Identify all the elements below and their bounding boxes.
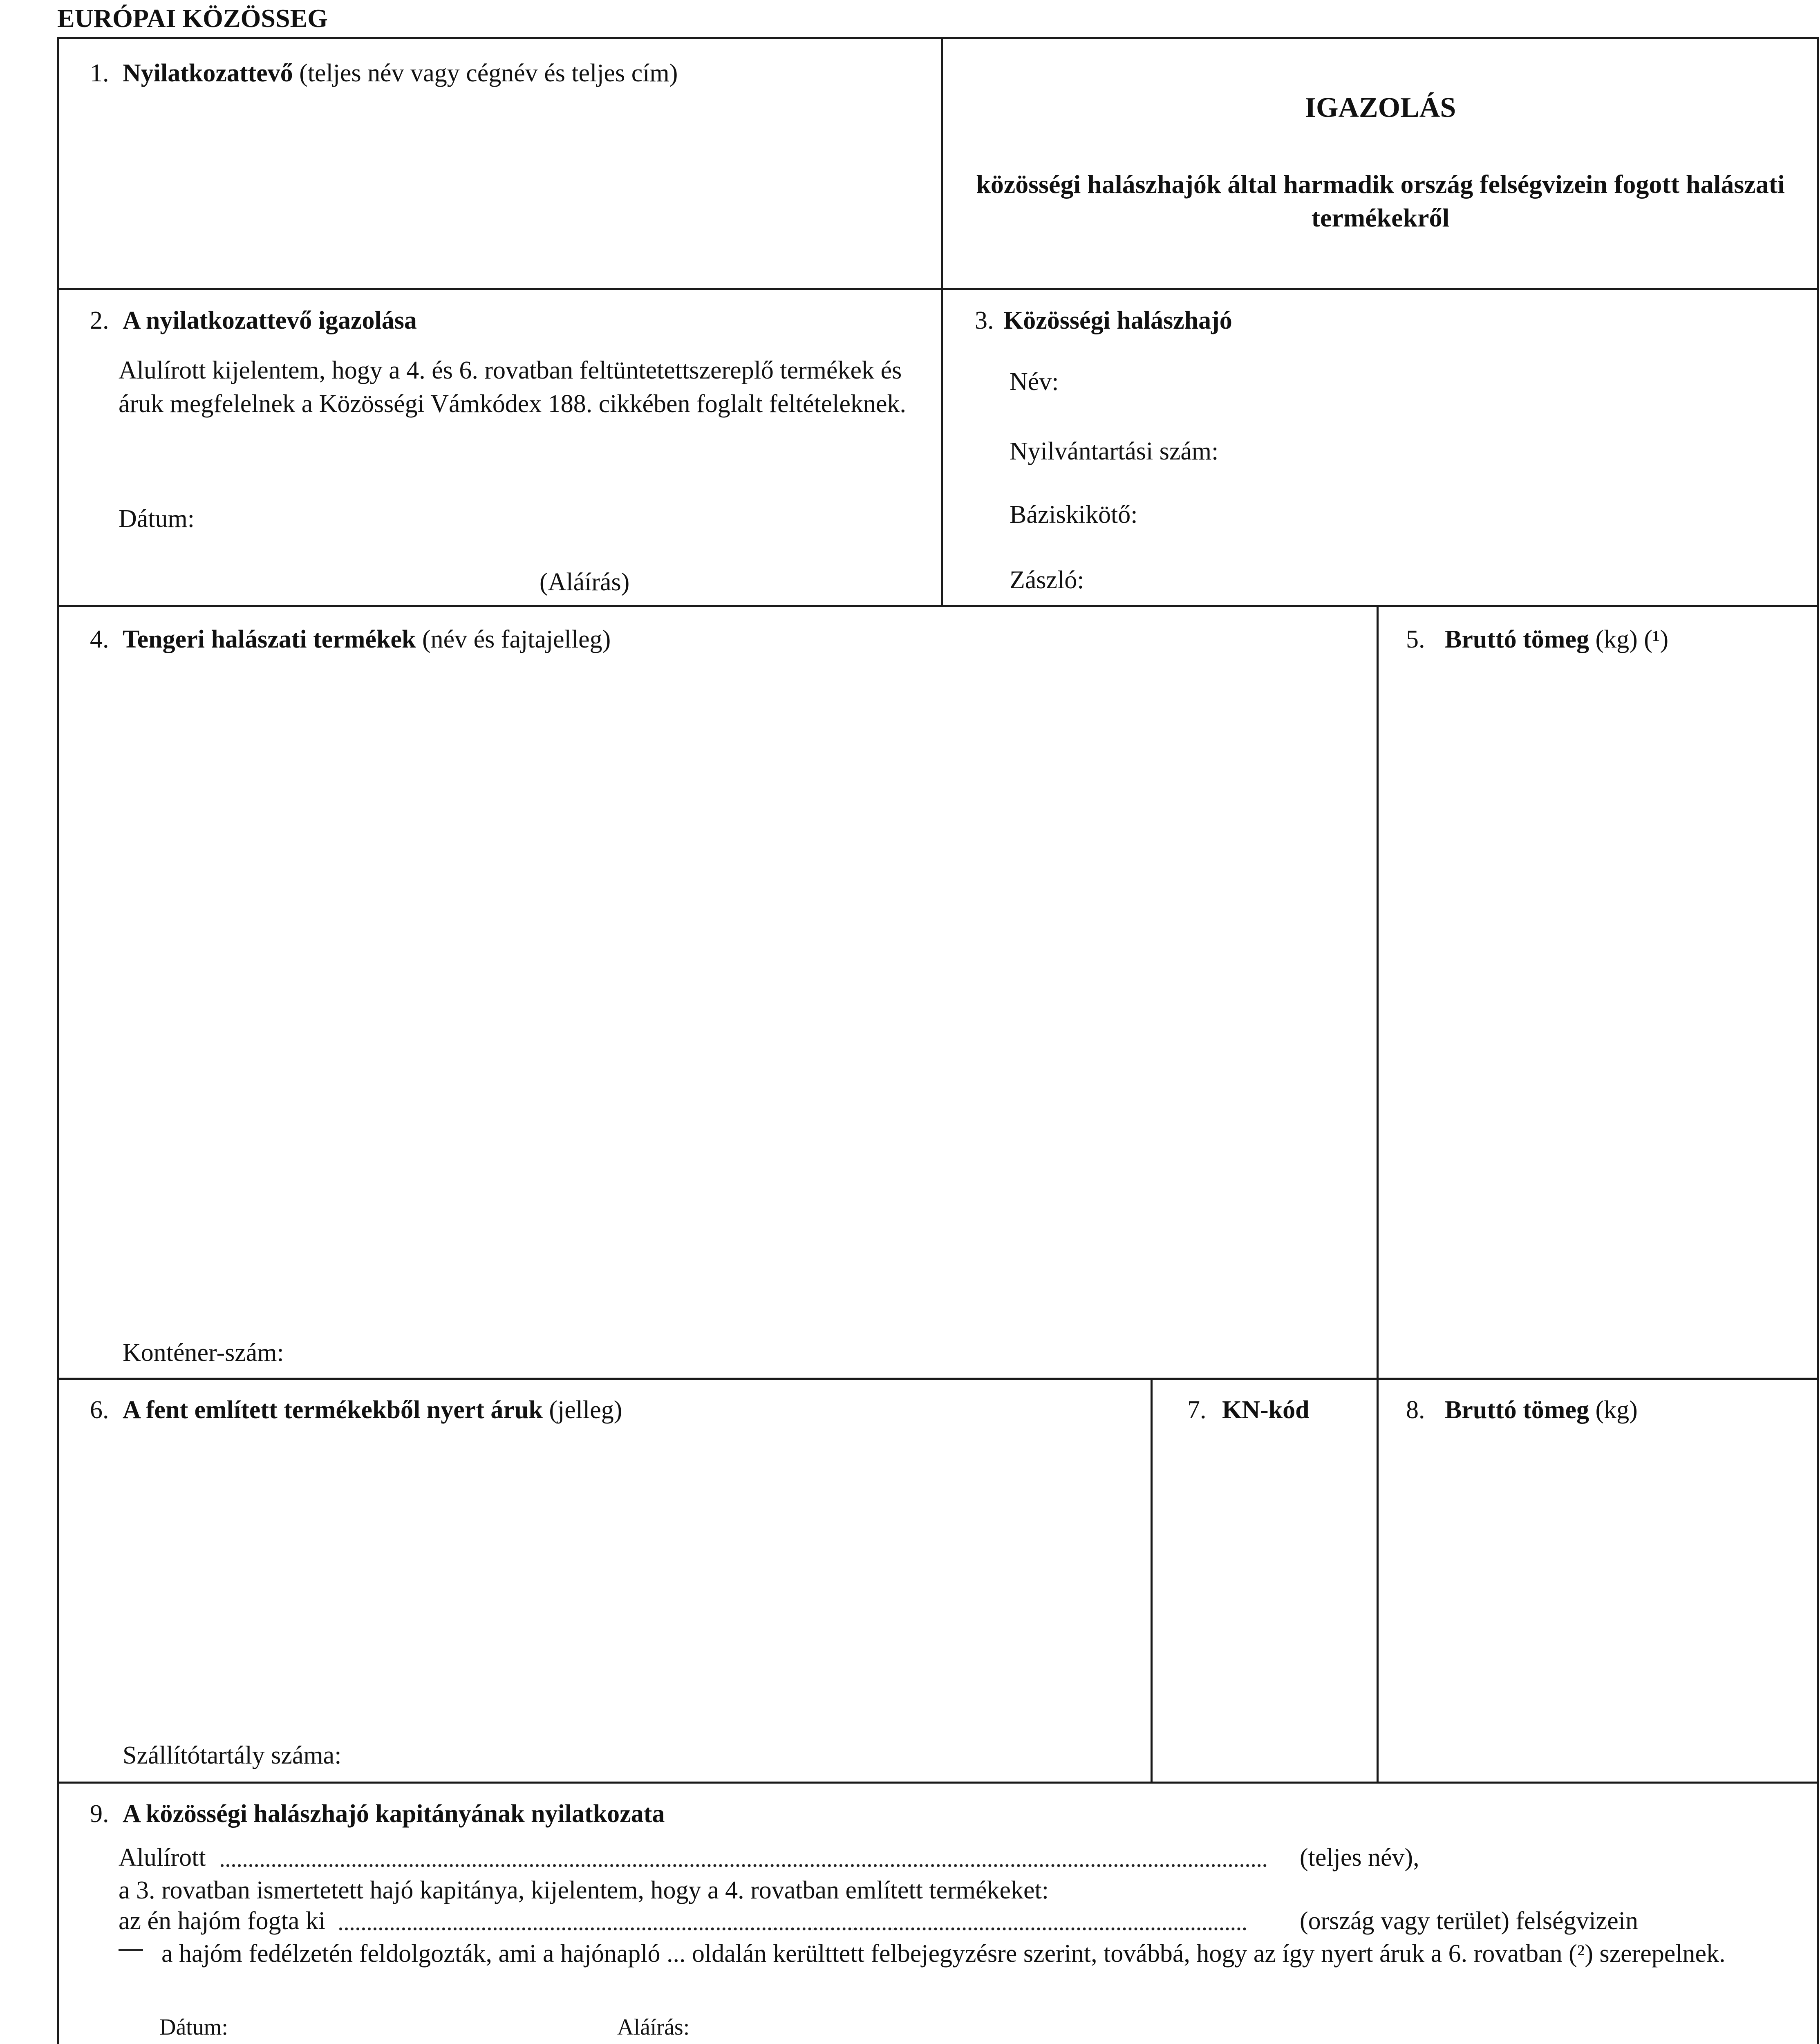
grid-line xyxy=(57,605,1819,607)
grid-line xyxy=(57,1782,1819,1784)
box-9-master-statement: a 3. rovatban ismertetett hajó kapitánya, kijelentem, hogy a 4. rovatban említett termékeket: xyxy=(119,1876,1049,1904)
box-3-number: 3. xyxy=(975,307,994,334)
box-9-date-label: Dátum: xyxy=(159,2015,228,2040)
grid-line xyxy=(57,1378,1819,1380)
box-4-label: Tengeri halászati termékek xyxy=(123,625,416,653)
box-8-note: (kg) xyxy=(1589,1396,1638,1424)
box-2-label: A nyilatkozattevő igazolása xyxy=(123,307,417,334)
box-8-number: 8. xyxy=(1406,1396,1425,1424)
vessel-flag-field: Zászló: xyxy=(1010,566,1084,594)
vessel-home-port-field: Báziskikötő: xyxy=(1010,501,1138,529)
vessel-name-field: Név: xyxy=(1010,368,1059,396)
box-6-heading xyxy=(123,1394,622,1426)
box-9-country-hint: (ország vagy terület) felségvizein xyxy=(1300,1907,1639,1935)
box-2-number: 2. xyxy=(90,307,109,334)
full-name-dotted-line xyxy=(221,1864,1267,1867)
box-9-label: A közösségi halászhajó kapitányának nyilatkozata xyxy=(123,1800,665,1828)
box-9-number: 9. xyxy=(90,1800,109,1828)
grid-line xyxy=(1817,37,1819,2044)
grid-line xyxy=(57,37,59,2044)
box-9-undersigned: Alulírott xyxy=(119,1844,206,1871)
grid-line xyxy=(1151,1378,1153,1784)
grid-line xyxy=(941,37,943,607)
container-number-label: Konténer-szám: xyxy=(123,1339,284,1367)
box-1-note: (teljes név vagy cégnév és teljes cím) xyxy=(293,59,678,87)
box-3-label: Közösségi halászhajó xyxy=(1003,307,1232,334)
country-dotted-line xyxy=(339,1927,1247,1930)
grid-line xyxy=(1377,605,1379,1784)
grid-line xyxy=(57,288,1819,290)
box-9-signature-label: Aláírás: xyxy=(617,2015,690,2040)
box-2-text: Alulírott kijelentem, hogy a 4. és 6. rovatban feltüntetettszereplő termékek és áruk megfelelnek a Közösségi Vámkódex 188. cikkében foglalt feltételeknek. xyxy=(119,356,907,418)
box-2-date-label: Dátum: xyxy=(119,505,195,533)
form-header: EURÓPAI KÖZÖSSEG xyxy=(57,4,328,33)
box-5-note: (kg) (¹) xyxy=(1589,625,1669,653)
box-5-heading xyxy=(1445,623,1668,655)
box-7-label: KN-kód xyxy=(1222,1396,1310,1424)
vessel-registration-field: Nyilvántartási szám: xyxy=(1010,437,1219,465)
box-4-number: 4. xyxy=(90,625,109,653)
box-9-processing-statement: a hajóm fedélzetén feldolgozták, ami a hajónapló ... oldalán kerülttett felbejegyzésre szerint, továbbá, hogy az így nyert áruk a 6. rovatban (²) szerepelnek. xyxy=(161,1940,1726,1968)
box-5-label: Bruttó tömeg xyxy=(1445,625,1589,653)
box-4-heading xyxy=(123,623,611,655)
box-6-note: (jelleg) xyxy=(542,1396,622,1424)
box-5-number: 5. xyxy=(1406,625,1425,653)
box-2-signature-label: (Aláírás) xyxy=(540,568,630,596)
certificate-subtitle: közösségi halászhajók által harmadik ország felségvizein fogott halászati termékekről xyxy=(976,170,1785,232)
box-4-note: (név és fajtajelleg) xyxy=(416,625,611,653)
grid-line xyxy=(57,37,1819,39)
certificate-title: IGAZOLÁS xyxy=(1305,92,1456,123)
dash-bullet xyxy=(119,1949,143,1951)
box-9-full-name-hint: (teljes név), xyxy=(1300,1844,1419,1871)
box-8-label: Bruttó tömeg xyxy=(1445,1396,1589,1424)
box-6-number: 6. xyxy=(90,1396,109,1424)
transport-container-label: Szállítótartály száma: xyxy=(123,1741,342,1769)
box-7-number: 7. xyxy=(1187,1396,1207,1424)
box-8-heading xyxy=(1445,1394,1638,1426)
box-1-label: Nyilatkozattevő xyxy=(123,59,293,87)
box-1-number: 1. xyxy=(90,59,109,87)
box-9-caught-by: az én hajóm fogta ki xyxy=(119,1907,326,1935)
box-1-heading xyxy=(123,57,678,89)
box-6-label: A fent említett termékekből nyert áruk xyxy=(123,1396,543,1424)
